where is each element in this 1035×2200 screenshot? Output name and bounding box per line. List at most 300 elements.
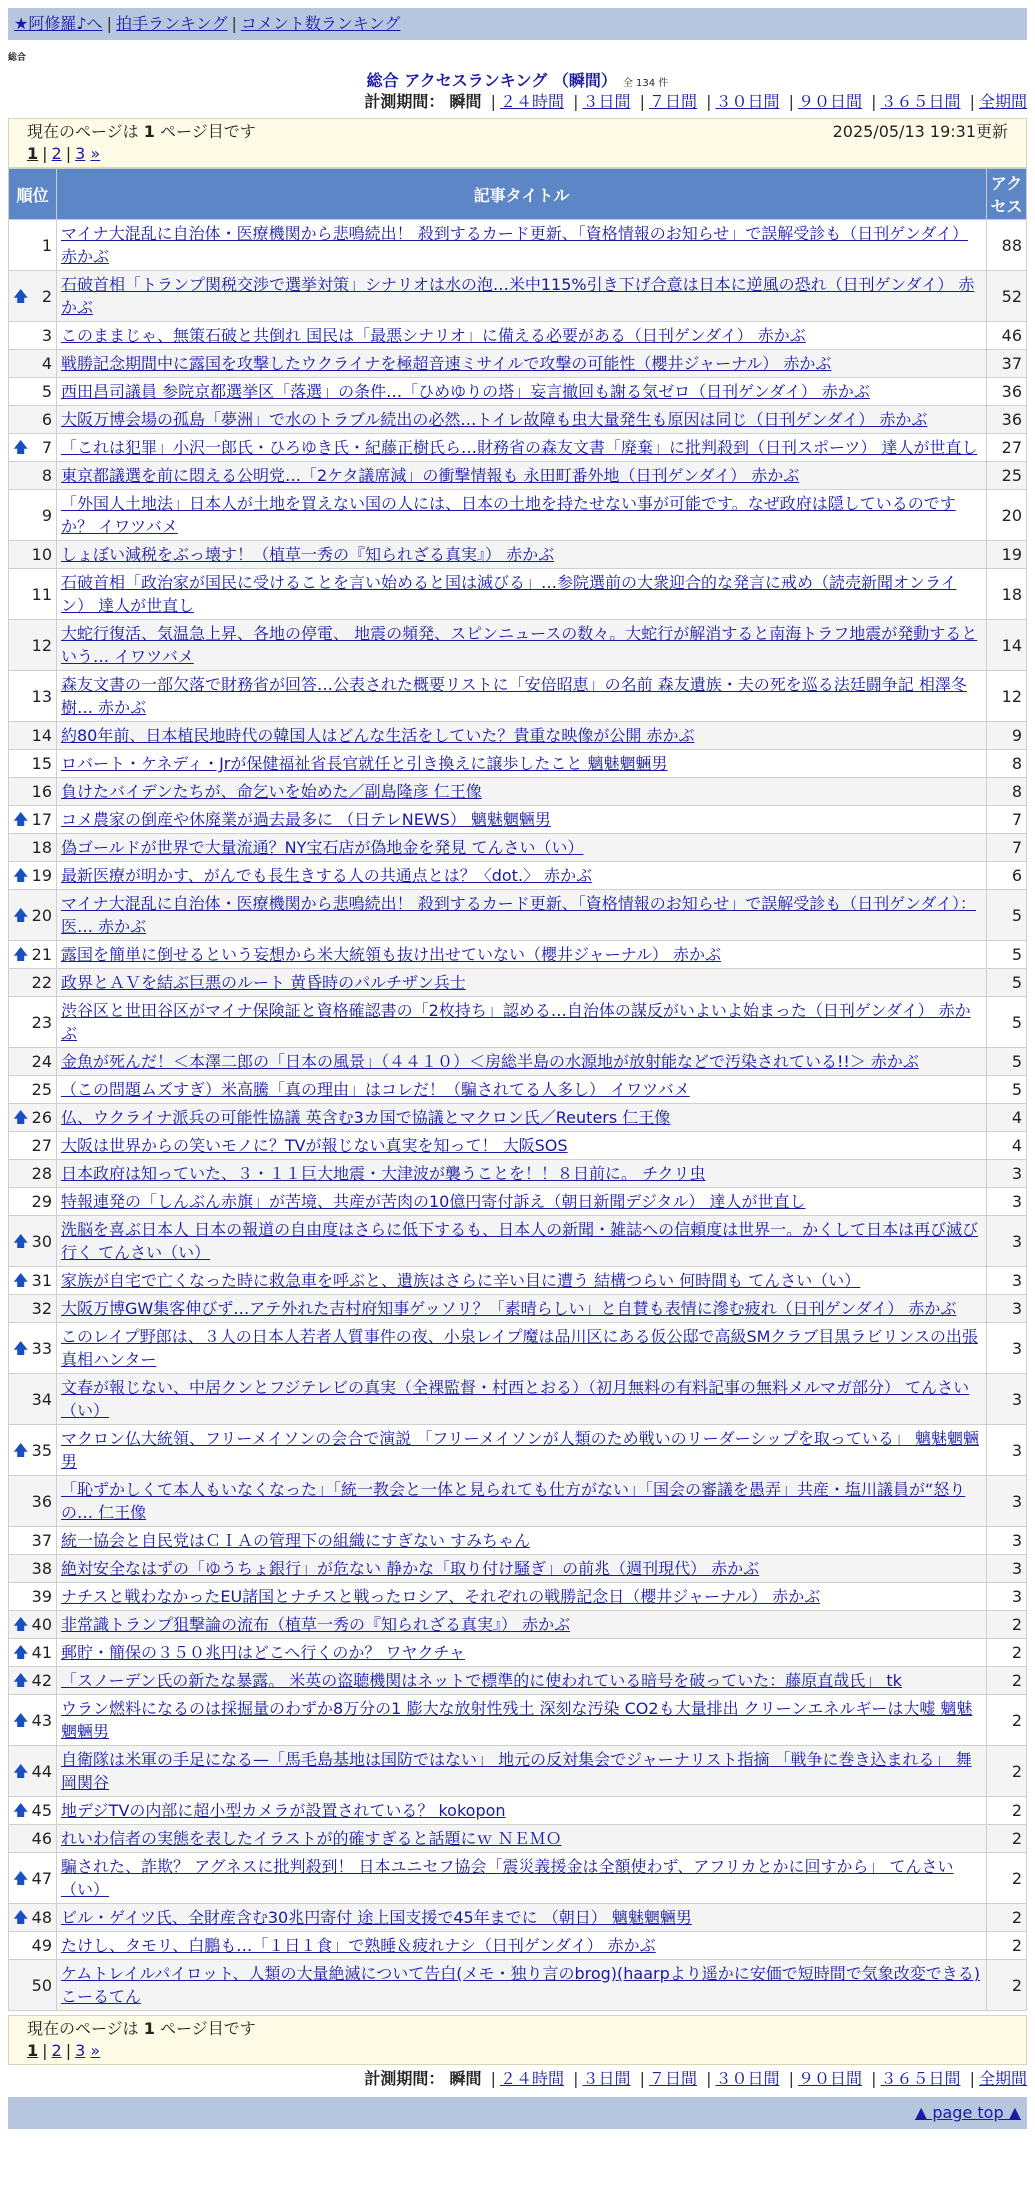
article-title-link[interactable]: 非常識トランプ狙撃論の流布（植草一秀の『知られざる真実』） 赤かぶ — [61, 1615, 571, 1634]
nav-comment-ranking-link[interactable]: コメント数ランキング — [240, 14, 401, 33]
access-count: 8 — [987, 778, 1027, 806]
article-title-link[interactable]: 大阪は世界からの笑いモノに？TVが報じない真実を知って！ 大阪SOS — [61, 1136, 568, 1155]
title-cell — [57, 1904, 987, 1932]
period-link-24h[interactable]: ２４時間 — [499, 2069, 564, 2088]
title-cell — [57, 997, 987, 1048]
title-cell — [57, 1476, 987, 1527]
article-title-link[interactable]: 仏、ウクライナ派兵の可能性協議 英含む3カ国で協議とマクロン氏／Reuters 仁王像 — [61, 1108, 671, 1127]
access-count: 3 — [987, 1295, 1027, 1323]
title-cell — [57, 1527, 987, 1555]
rank-cell — [9, 1960, 57, 2011]
article-title-link[interactable]: ロバート・ケネディ・Jrが保健福祉省長官就任と引き換えに譲歩したこと 魑魅魍魎男 — [61, 754, 668, 773]
table-row — [9, 1853, 1027, 1904]
article-title-link[interactable]: 大阪万博GW集客伸びず…アテ外れた吉村府知事ゲッソリ？「素晴らしい」と自賛も表情に滲む疲れ（日刊ゲンダイ） 赤かぶ — [61, 1299, 957, 1318]
article-title-link[interactable]: このレイプ野郎は、３人の日本人若者人質事件の夜、小泉レイプ魔は品川区にある仮公邸で高級SMクラブ目黒ラビリンスの出張 真相ハンター — [61, 1327, 978, 1369]
rank-up-arrow-icon: 🡅 — [13, 1108, 29, 1126]
rank-number: 39 — [31, 1587, 52, 1606]
title-cell — [57, 1267, 987, 1295]
access-count: 3 — [987, 1188, 1027, 1216]
rank-cell — [9, 541, 57, 569]
article-title-link[interactable]: 西田昌司議員 参院京都選挙区「落選」の条件…「ひめゆりの塔」妄言撤回も謝る気ゼロ（日刊ゲンダイ） 赤かぶ — [61, 382, 870, 401]
title-cell — [57, 1374, 987, 1425]
rank-number: 40 — [31, 1615, 52, 1634]
access-count: 36 — [987, 406, 1027, 434]
rank-number: 30 — [31, 1231, 52, 1251]
access-count: 19 — [987, 541, 1027, 569]
pager-bottom — [8, 2015, 1027, 2065]
access-count: 52 — [987, 271, 1027, 322]
period-link-365d[interactable]: ３６５日間 — [880, 92, 961, 111]
table-row — [9, 1076, 1027, 1104]
title-cell — [57, 434, 987, 462]
access-count: 2 — [987, 1932, 1027, 1960]
table-row — [9, 1639, 1027, 1667]
title-cell — [57, 1295, 987, 1323]
rank-cell — [9, 1746, 57, 1797]
access-count: 25 — [987, 462, 1027, 490]
rank-header: 順位 — [9, 169, 57, 220]
rank-number: 6 — [41, 410, 52, 429]
article-title-link[interactable]: 森友文書の一部欠落で財務省が回答…公表された概要リストに「安倍昭恵」の名前 森友遺族・夫の死を巡る法廷闘争記 相澤冬樹… 赤かぶ — [61, 675, 967, 717]
rank-up-arrow-icon: 🡅 — [13, 1271, 29, 1289]
rank-number: 11 — [31, 584, 52, 604]
rank-number: 43 — [31, 1710, 52, 1730]
rank-cell — [9, 1295, 57, 1323]
access-count: 14 — [987, 620, 1027, 671]
period-link-7d[interactable]: ７日間 — [648, 2069, 697, 2088]
table-row — [9, 1188, 1027, 1216]
rank-cell — [9, 671, 57, 722]
next-page-link[interactable]: » — [90, 144, 101, 163]
table-row — [9, 406, 1027, 434]
page-1-current: 1 — [27, 144, 39, 163]
rank-up-arrow-icon: 🡅 — [13, 1908, 29, 1926]
rank-number: 42 — [31, 1671, 52, 1690]
article-title-link[interactable]: 露国を簡単に倒せるという妄想から米大統領も抜け出せていない（櫻井ジャーナル） 赤かぶ — [61, 945, 721, 964]
rank-up-arrow-icon: 🡅 — [13, 1868, 29, 1887]
rank-number: 3 — [41, 326, 52, 345]
article-title-link[interactable]: 金魚が死んだ！＜本澤二郎の「日本の風景」（４４１０）＜房総半島の水源地が放射能などで汚染されている!!＞ 赤かぶ — [61, 1052, 919, 1071]
rank-number: 35 — [31, 1440, 52, 1460]
period-link-30d[interactable]: ３０日間 — [715, 92, 780, 111]
access-count: 3 — [987, 1323, 1027, 1374]
rank-number: 46 — [31, 1829, 52, 1848]
ranking-table — [8, 168, 1027, 2011]
table-row — [9, 1267, 1027, 1295]
pager-top — [8, 118, 1027, 168]
title-cell — [57, 378, 987, 406]
access-count: 12 — [987, 671, 1027, 722]
table-row — [9, 671, 1027, 722]
next-page-link[interactable]: » — [90, 2041, 101, 2060]
access-count: 18 — [987, 569, 1027, 620]
table-row — [9, 1904, 1027, 1932]
title-cell — [57, 220, 987, 271]
table-row — [9, 1216, 1027, 1267]
rank-up-arrow-icon: 🡅 — [13, 866, 29, 884]
page-3-link[interactable]: 3 — [75, 144, 86, 163]
title-header: 記事タイトル — [57, 169, 987, 220]
title-cell — [57, 322, 987, 350]
article-title-link[interactable]: ビル・ゲイツ氏、全財産含む30兆円寄付 途上国支援で45年までに （朝日） 魑魅魍魎男 — [61, 1908, 692, 1927]
footer-bar — [8, 2097, 1027, 2129]
title-cell — [57, 806, 987, 834]
access-count: 2 — [987, 1695, 1027, 1746]
access-count: 37 — [987, 350, 1027, 378]
article-title-link[interactable]: 自衛隊は米軍の手足になる—「馬毛島基地は国防ではない」 地元の反対集会でジャーナリスト指摘 「戦争に巻き込まれる」 舞岡関谷 — [61, 1750, 972, 1792]
article-title-link[interactable]: 負けたバイデンたちが、命乞いを始めた／副島隆彦 仁王像 — [61, 782, 482, 801]
rank-number: 20 — [31, 905, 52, 925]
rank-cell — [9, 862, 57, 890]
article-title-link[interactable]: 石破首相「トランプ関税交渉で選挙対策」シナリオは水の泡…米中115%引き下げ合意は日本に逆風の恐れ（日刊ゲンダイ） 赤かぶ — [61, 275, 975, 317]
article-title-link[interactable]: ケムトレイルパイロット、人類の大量絶滅について告白(メモ・独り言のbrog)(haarpより遥かに安価で短時間で気象改変できる) こーるてん — [61, 1964, 980, 2006]
period-link-90d[interactable]: ９０日間 — [797, 92, 862, 111]
period-link-90d[interactable]: ９０日間 — [797, 2069, 862, 2088]
rank-number: 8 — [41, 466, 52, 485]
access-count: 3 — [987, 1160, 1027, 1188]
article-title-link[interactable]: れいわ信者の実態を表したイラストが的確すぎると話題にｗ ＮＥＭＯ — [61, 1829, 562, 1848]
rank-number: 15 — [31, 754, 52, 773]
table-row — [9, 1667, 1027, 1695]
access-count: 3 — [987, 1425, 1027, 1476]
table-row — [9, 1104, 1027, 1132]
table-row — [9, 350, 1027, 378]
access-count: 2 — [987, 1825, 1027, 1853]
rank-cell — [9, 997, 57, 1048]
rank-number: 28 — [31, 1164, 52, 1183]
rank-cell — [9, 271, 57, 322]
page-2-link[interactable]: 2 — [51, 144, 62, 163]
rank-cell — [9, 1425, 57, 1476]
rank-up-arrow-icon: 🡅 — [13, 1615, 29, 1633]
page-title: 総合 アクセスランキング （瞬間） — [366, 71, 617, 90]
rank-cell — [9, 890, 57, 941]
rank-number: 19 — [31, 866, 52, 885]
rank-up-arrow-icon: 🡅 — [13, 1801, 29, 1819]
table-row — [9, 1295, 1027, 1323]
access-count: 3 — [987, 1476, 1027, 1527]
access-count: 5 — [987, 1048, 1027, 1076]
article-title-link[interactable]: 戦勝記念期間中に露国を攻撃したウクライナを極超音速ミサイルで攻撃の可能性（櫻井ジャーナル） 赤かぶ — [61, 354, 832, 373]
current-page-text: 現在のページは 1 ページ目です — [27, 2019, 256, 2038]
nav-clap-ranking-link[interactable]: 拍手ランキング — [115, 14, 228, 33]
table-row — [9, 997, 1027, 1048]
table-row — [9, 220, 1027, 271]
access-count: 2 — [987, 1639, 1027, 1667]
title-cell — [57, 1853, 987, 1904]
table-row — [9, 1527, 1027, 1555]
article-title-link[interactable]: コメ農家の倒産や休廃業が過去最多に （日テレNEWS） 魑魅魍魎男 — [61, 810, 551, 829]
article-title-link[interactable]: 郵貯・簡保の３５０兆円はどこへ行くのか？ ワヤクチャ — [61, 1643, 465, 1662]
article-title-link[interactable]: 大阪万博会場の孤島「夢洲」で水のトラブル続出の必然…トイレ故障も虫大量発生も原因は同じ（日刊ゲンダイ） 赤かぶ — [61, 410, 928, 429]
rank-up-arrow-icon: 🡅 — [13, 438, 29, 456]
article-title-link[interactable]: 「恥ずかしくて本人もいなくなった」「統一教会と一体と見られても仕方がない」「国会の審議を愚弄」共産・塩川議員が“怒りの… 仁王像 — [61, 1480, 966, 1522]
rank-cell — [9, 941, 57, 969]
table-row — [9, 1695, 1027, 1746]
title-cell — [57, 1825, 987, 1853]
table-row — [9, 1323, 1027, 1374]
access-count: 5 — [987, 941, 1027, 969]
article-title-link[interactable]: 約80年前、日本植民地時代の韓国人はどんな生活をしていた？貴重な映像が公開 赤かぶ — [61, 726, 695, 745]
page-3-link[interactable]: 3 — [75, 2041, 86, 2060]
access-count: 3 — [987, 1555, 1027, 1583]
table-row — [9, 1611, 1027, 1639]
rank-number: 9 — [41, 505, 52, 525]
table-row — [9, 434, 1027, 462]
access-count: 7 — [987, 834, 1027, 862]
rank-cell — [9, 1797, 57, 1825]
rank-number: 13 — [31, 686, 52, 706]
rank-number: 37 — [31, 1531, 52, 1550]
total-count: 全 134 件 — [622, 78, 669, 89]
access-count: 4 — [987, 1104, 1027, 1132]
access-count: 3 — [987, 1374, 1027, 1425]
nav-ashura-link[interactable]: ★阿修羅♪へ — [14, 14, 103, 33]
rank-up-arrow-icon: 🡅 — [13, 1643, 29, 1661]
rank-number: 21 — [31, 945, 52, 964]
rank-cell — [9, 1527, 57, 1555]
rank-number: 47 — [31, 1868, 52, 1888]
access-count: 3 — [987, 1267, 1027, 1295]
access-count: 5 — [987, 969, 1027, 997]
rank-cell — [9, 434, 57, 462]
table-row — [9, 490, 1027, 541]
table-row — [9, 834, 1027, 862]
rank-up-arrow-icon: 🡅 — [13, 1231, 29, 1250]
article-title-link[interactable]: ウラン燃料になるのは採掘量のわずか8万分の1 膨大な放射性残土 深刻な汚染 CO2も大量排出 クリーンエネルギーは大嘘 魑魅魍魎男 — [61, 1699, 973, 1741]
rank-cell — [9, 778, 57, 806]
rank-cell — [9, 1076, 57, 1104]
rank-number: 14 — [31, 726, 52, 745]
title-cell — [57, 1932, 987, 1960]
nav-separator: | — [106, 14, 112, 33]
rank-up-arrow-icon: 🡅 — [13, 286, 29, 305]
rank-cell — [9, 462, 57, 490]
table-row — [9, 1425, 1027, 1476]
rank-up-arrow-icon: 🡅 — [13, 1338, 29, 1357]
page-links: 1 | 2 | 3 » — [27, 144, 101, 163]
access-count: 2 — [987, 1797, 1027, 1825]
rank-number: 41 — [31, 1643, 52, 1662]
rank-cell — [9, 1695, 57, 1746]
title-cell — [57, 1695, 987, 1746]
table-row — [9, 1932, 1027, 1960]
article-title-link[interactable]: 統一協会と自民党はＣＩＡの管理下の組織にすぎない すみちゃん — [61, 1531, 531, 1550]
access-count: 36 — [987, 378, 1027, 406]
article-title-link[interactable]: 「外国人土地法」日本人が土地を買えない国の人には、日本の土地を持たせない事が可能です。なぜ政府は隠しているのですか？ イワツバメ — [61, 494, 956, 536]
title-cell — [57, 1611, 987, 1639]
period-link-all[interactable]: 全期間 — [978, 92, 1027, 111]
access-count: 9 — [987, 722, 1027, 750]
current-page-text: 現在のページは 1 ページ目です — [27, 122, 256, 141]
title-cell — [57, 778, 987, 806]
rank-number: 34 — [31, 1389, 52, 1409]
table-row — [9, 1825, 1027, 1853]
title-cell — [57, 271, 987, 322]
top-nav — [8, 8, 1027, 40]
article-title-link[interactable]: 地デジTVの内部に超小型カメラが設置されている？ kokopon — [61, 1801, 506, 1820]
article-title-link[interactable]: マイナ大混乱に自治体・医療機関から悲鳴続出！ 殺到するカード更新、「資格情報のお知らせ」で誤解受診も（日刊ゲンダイ）：医… 赤かぶ — [61, 894, 977, 936]
title-cell — [57, 1797, 987, 1825]
rank-cell — [9, 1611, 57, 1639]
title-cell — [57, 490, 987, 541]
rank-cell — [9, 1216, 57, 1267]
rank-number: 7 — [41, 438, 52, 457]
rank-number: 24 — [31, 1052, 52, 1071]
title-cell — [57, 1323, 987, 1374]
access-count: 2 — [987, 1960, 1027, 2011]
rank-cell — [9, 1932, 57, 1960]
rank-cell — [9, 1904, 57, 1932]
article-title-link[interactable]: マクロン仏大統領、フリーメイソンの会合で演説 「フリーメイソンが人類のため戦いのリーダーシップを取っている」 魑魅魍魎男 — [61, 1429, 980, 1471]
rank-cell — [9, 1374, 57, 1425]
rank-cell — [9, 620, 57, 671]
title-cell — [57, 1132, 987, 1160]
period-link-30d[interactable]: ３０日間 — [715, 2069, 780, 2088]
article-title-link[interactable]: 大蛇行復活、気温急上昇、各地の停電、 地震の頻発、スピンニュースの数々。大蛇行が解消すると南海トラフ地震が発動するという… イワツバメ — [61, 624, 978, 666]
access-count: 7 — [987, 806, 1027, 834]
rank-cell — [9, 1188, 57, 1216]
rank-up-arrow-icon: 🡅 — [13, 905, 29, 924]
article-title-link[interactable]: 騙された、詐欺？ アグネスに批判殺到！ 日本ユニセフ協会「震災義援金は全額使わず、アフリカとかに回すから」 てんさい（い） — [61, 1857, 954, 1899]
article-title-link[interactable]: 絶対安全なはずの「ゆうちょ銀行」が危ない 静かな「取り付け騒ぎ」の前兆（週刊現代） 赤かぶ — [61, 1559, 760, 1578]
title-cell — [57, 620, 987, 671]
article-title-link[interactable]: 特報連発の「しんぶん赤旗」が苦境、共産が苦肉の10億円寄付訴え（朝日新聞デジタル） 達人が世直し — [61, 1192, 806, 1211]
access-count: 4 — [987, 1132, 1027, 1160]
rank-up-arrow-icon: 🡅 — [13, 1710, 29, 1729]
rank-number: 22 — [31, 973, 52, 992]
article-title-link[interactable]: このままじゃ、無策石破と共倒れ 国民は「最悪シナリオ」に備える必要がある（日刊ゲンダイ） 赤かぶ — [61, 326, 806, 345]
rank-cell — [9, 1104, 57, 1132]
rank-cell — [9, 322, 57, 350]
rank-number: 16 — [31, 782, 52, 801]
rank-cell — [9, 806, 57, 834]
title-cell — [57, 862, 987, 890]
access-count: 5 — [987, 997, 1027, 1048]
title-cell — [57, 1076, 987, 1104]
period-link-3d[interactable]: ３日間 — [582, 92, 631, 111]
rank-cell — [9, 1323, 57, 1374]
rank-cell — [9, 490, 57, 541]
period-link-3d[interactable]: ３日間 — [582, 2069, 631, 2088]
period-link-24h[interactable]: ２４時間 — [499, 92, 564, 111]
rank-cell — [9, 350, 57, 378]
category-label: 総合 — [8, 53, 27, 63]
rank-cell — [9, 1555, 57, 1583]
rank-cell — [9, 1667, 57, 1695]
rank-number: 48 — [31, 1908, 52, 1927]
rank-number: 44 — [31, 1761, 52, 1781]
rank-cell — [9, 378, 57, 406]
article-title-link[interactable]: マイナ大混乱に自治体・医療機関から悲鳴続出！ 殺到するカード更新、「資格情報のお知らせ」で誤解受診も（日刊ゲンダイ） 赤かぶ — [61, 224, 969, 266]
rank-cell — [9, 834, 57, 862]
period-link-all[interactable]: 全期間 — [978, 2069, 1027, 2088]
article-title-link[interactable]: 家族が自宅で亡くなった時に救急車を呼ぶと、遺族はさらに辛い目に遭う 結構つらい 何時間も てんさい（い） — [61, 1271, 861, 1290]
period-link-7d[interactable]: ７日間 — [648, 92, 697, 111]
rank-up-arrow-icon: 🡅 — [13, 945, 29, 963]
table-row — [9, 750, 1027, 778]
article-title-link[interactable]: 洗脳を喜ぶ日本人 日本の報道の自由度はさらに低下するも、日本人の新聞・雑誌への信頼度は世界一。かくして日本は再び滅び行く てんさい（い） — [61, 1220, 979, 1262]
rank-number: 23 — [31, 1012, 52, 1032]
rank-cell — [9, 220, 57, 271]
rank-number: 36 — [31, 1491, 52, 1511]
article-title-link[interactable]: 政界とＡＶを結ぶ巨悪のルート 黄昏時のパルチザン兵士 — [61, 973, 466, 992]
page-heading — [0, 68, 1035, 90]
title-cell — [57, 1583, 987, 1611]
rank-cell — [9, 406, 57, 434]
article-title-link[interactable]: ナチスと戦わなかったEU諸国とナチスと戦ったロシア、それぞれの戦勝記念日（櫻井ジャーナル） 赤かぶ — [61, 1587, 821, 1606]
article-title-link[interactable]: 渋谷区と世田谷区がマイナ保険証と資格確認書の「2枚持ち」認める…自治体の謀反がいよいよ始まった（日刊ゲンダイ） 赤かぶ — [61, 1001, 971, 1043]
table-row — [9, 1583, 1027, 1611]
table-row — [9, 1132, 1027, 1160]
page-top-link[interactable]: ▲ page top ▲ — [914, 2103, 1021, 2122]
article-title-link[interactable]: 日本政府は知っていた、３・１１巨大地震・大津波が襲うことを！！８日前に。 チクリ虫 — [61, 1164, 706, 1183]
access-count: 3 — [987, 1583, 1027, 1611]
access-header: アクセス — [987, 169, 1027, 220]
title-cell — [57, 1425, 987, 1476]
page-2-link[interactable]: 2 — [51, 2041, 62, 2060]
table-row — [9, 271, 1027, 322]
table-row — [9, 1160, 1027, 1188]
period-current: 瞬間 — [449, 92, 482, 111]
rank-number: 5 — [41, 382, 52, 401]
period-link-365d[interactable]: ３６５日間 — [880, 2069, 961, 2088]
period-label: 計測期間： — [364, 2069, 445, 2088]
rank-cell — [9, 722, 57, 750]
article-title-link[interactable]: 東京都議選を前に悶える公明党…「2ケタ議席減」の衝撃情報も 永田町番外地（日刊ゲンダイ） 赤かぶ — [61, 466, 800, 485]
rank-cell — [9, 1160, 57, 1188]
rank-cell — [9, 1476, 57, 1527]
title-cell — [57, 890, 987, 941]
title-cell — [57, 569, 987, 620]
title-cell — [57, 1188, 987, 1216]
table-row — [9, 778, 1027, 806]
article-title-link[interactable]: たけし、タモリ、白鵬も…「１日１食」で熟睡＆疲れナシ（日刊ゲンダイ） 赤かぶ — [61, 1936, 656, 1955]
rank-number: 45 — [31, 1801, 52, 1820]
title-cell — [57, 1555, 987, 1583]
rank-cell — [9, 1048, 57, 1076]
article-title-link[interactable]: 「これは犯罪」小沢一郎氏・ひろゆき氏・紀藤正樹氏ら…財務省の森友文書「廃棄」に批判殺到（日刊スポーツ） 達人が世直し — [61, 438, 978, 457]
title-cell — [57, 1216, 987, 1267]
rank-cell — [9, 1825, 57, 1853]
article-title-link[interactable]: 偽ゴールドが世界で大量流通？NY宝石店が偽地金を発見 てんさい（い） — [61, 838, 584, 857]
article-title-link[interactable]: 最新医療が明かす、がんでも長生きする人の共通点とは？〈dot.〉 赤かぶ — [61, 866, 593, 885]
nav-separator: | — [231, 14, 237, 33]
table-row — [9, 806, 1027, 834]
rank-number: 38 — [31, 1559, 52, 1578]
rank-cell — [9, 1132, 57, 1160]
article-title-link[interactable]: 文春が報じない、中居クンとフジテレビの真実（全裸監督・村西とおる）（初月無料の有料記事の無料メルマガ部分） てんさい（い） — [61, 1378, 970, 1420]
title-cell — [57, 941, 987, 969]
article-title-link[interactable]: 石破首相「政治家が国民に受けることを言い始めると国は滅びる」…参院選前の大衆迎合的な発言に戒め（読売新聞オンライン） 達人が世直し — [61, 573, 957, 615]
article-title-link[interactable]: （この問題ムズすぎ）米高騰「真の理由」はコレだ！（騙されてる人多し） イワツバメ — [61, 1080, 690, 1099]
rank-number: 50 — [31, 1975, 52, 1995]
article-title-link[interactable]: 「スノーデン氏の新たな暴露。 米英の盗聴機関はネットで標準的に使われている暗号を破っていた：藤原直哉氏」 tk — [61, 1671, 902, 1690]
rank-number: 49 — [31, 1936, 52, 1955]
rank-cell — [9, 1583, 57, 1611]
page-1-current: 1 — [27, 2041, 39, 2060]
title-cell — [57, 350, 987, 378]
article-title-link[interactable]: しょぼい減税をぶっ壊す！（植草一秀の『知られざる真実』） 赤かぶ — [61, 545, 555, 564]
rank-number: 29 — [31, 1192, 52, 1211]
rank-number: 1 — [41, 235, 52, 255]
title-cell — [57, 834, 987, 862]
rank-up-arrow-icon: 🡅 — [13, 810, 29, 828]
access-count: 46 — [987, 322, 1027, 350]
title-cell — [57, 1667, 987, 1695]
rank-up-arrow-icon: 🡅 — [13, 1761, 29, 1780]
access-count: 8 — [987, 750, 1027, 778]
